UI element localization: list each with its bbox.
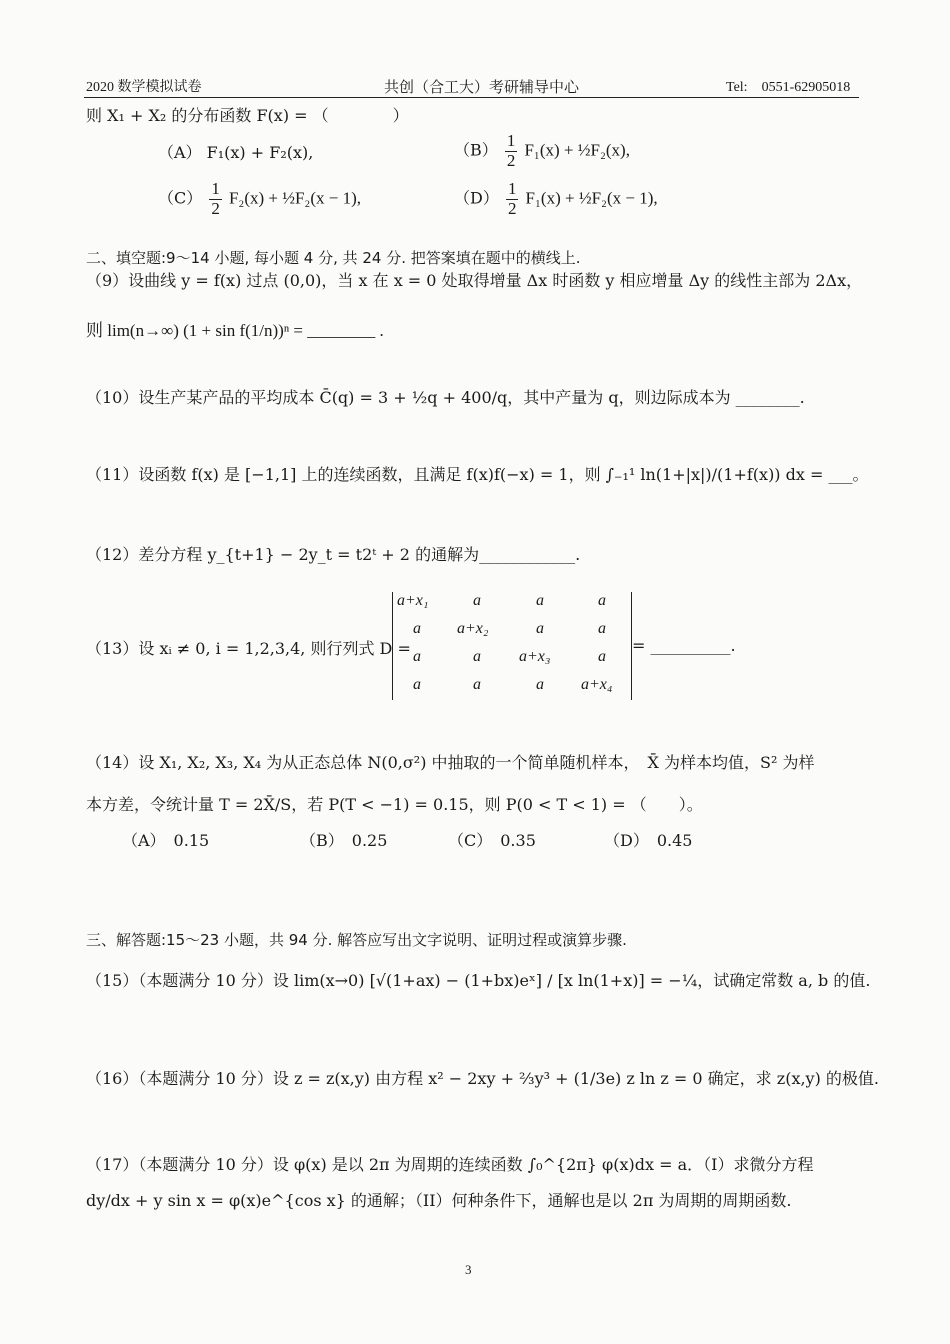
q14-option-c: （C） 0.35: [448, 831, 536, 850]
header-center: 共创（合工大）考研辅导中心: [384, 78, 580, 96]
q17-line1: （17）（本题满分 10 分）设 φ(x) 是以 2π 为周期的连续函数 ∫₀^{2π} φ(x)dx = a．（I）求微分方程: [86, 1155, 814, 1174]
q8-option-a: （A） F₁(x) + F₂(x),: [158, 143, 314, 162]
q9-line1: （9）设曲线 y = f(x) 过点 (0,0)，当 x 在 x = 0 处取得增量 Δx 时函数 y 相应增量 Δy 的线性主部为 2Δx，: [86, 271, 863, 290]
det-cell: a: [536, 592, 544, 609]
det-cell: a+x₂: [457, 620, 489, 637]
q8-option-d: （D） $\frac{1}{2}$ F₁(x) + ½F₂(x − 1),: [454, 179, 658, 218]
det-cell: a: [413, 676, 421, 693]
section2-title: 二、填空题:9～14 小题, 每小题 4 分, 共 24 分. 把答案填在题中的横线上.: [86, 249, 581, 267]
det-cell: a: [473, 648, 481, 665]
det-cell: a: [413, 648, 421, 665]
q14-option-d: （D） 0.45: [604, 831, 693, 850]
det-cell: a: [536, 620, 544, 637]
q17-line2: dy/dx + y sin x = φ(x)e^{cos x} 的通解；（II）何种条件下，通解也是以 2π 为周期的周期函数.: [86, 1191, 792, 1210]
q14-line2: 本方差，令统计量 T = 2X̄/S，若 P(T < −1) = 0.15，则 P(0 < T < 1) = （ ）。: [86, 795, 703, 814]
det-cell: a: [413, 620, 421, 637]
header-rule: [84, 97, 859, 98]
q11: （11）设函数 f(x) 是 [−1,1] 上的连续函数，且满足 f(x)f(−x) = 1，则 ∫₋₁¹ ln(1+|x|)/(1+f(x)) dx = ___。: [86, 465, 869, 484]
q13-tail: = __________.: [632, 636, 736, 655]
det-cell: a: [536, 676, 544, 693]
q10: （10）设生产某产品的平均成本 C̄(q) = 3 + ½q + 400/q，其中产量为 q，则边际成本为 ________.: [86, 388, 805, 407]
det-cell: a+x₁: [397, 592, 429, 609]
page-number: 3: [465, 1262, 472, 1277]
section3-title: 三、解答题:15～23 小题，共 94 分. 解答应写出文字说明、证明过程或演算步骤.: [86, 931, 627, 949]
det-cell: a: [598, 592, 606, 609]
q8-option-b: （B） $\frac{1}{2}$ F₁(x) + ½F₂(x),: [454, 131, 630, 170]
q15: （15）（本题满分 10 分）设 lim(x→0) [√(1+ax) − (1+bx)eˣ] / [x ln(1+x)] = −¼，试确定常数 a, b 的值.: [86, 971, 871, 990]
q13-determinant: [392, 592, 632, 700]
header-left: 2020 数学模拟试卷: [86, 80, 202, 95]
det-cell: a+x₄: [581, 676, 613, 693]
q8-option-c: （C） $\frac{1}{2}$ F₂(x) + ½F₂(x − 1),: [158, 179, 362, 218]
header-right: Tel: 0551-62905018: [726, 80, 851, 95]
q9-line2: 则 lim(n→∞) (1 + sin f(1/n))ⁿ = ________ .: [86, 321, 384, 340]
det-cell: a: [473, 676, 481, 693]
det-cell: a+x₃: [519, 648, 551, 665]
q8-line: 则 X₁ + X₂ 的分布函数 F(x) = （ ）: [86, 106, 409, 125]
det-cell: a: [473, 592, 481, 609]
q14-option-b: （B） 0.25: [300, 831, 388, 850]
q14-line1: （14）设 X₁, X₂, X₃, X₄ 为从正态总体 N(0,σ²) 中抽取的一个简单随机样本， X̄ 为样本均值，S² 为样: [86, 753, 815, 772]
q13-lead: （13）设 xᵢ ≠ 0, i = 1,2,3,4, 则行列式 D =: [86, 639, 411, 658]
det-cell: a: [598, 648, 606, 665]
det-cell: a: [598, 620, 606, 637]
q12: （12）差分方程 y_{t+1} − 2y_t = t2ᵗ + 2 的通解为____________.: [86, 545, 581, 564]
q16: （16）（本题满分 10 分）设 z = z(x,y) 由方程 x² − 2xy + ⅔y³ + (1/3e) z ln z = 0 确定，求 z(x,y) 的极值.: [86, 1069, 880, 1088]
q14-option-a: （A） 0.15: [122, 831, 210, 850]
